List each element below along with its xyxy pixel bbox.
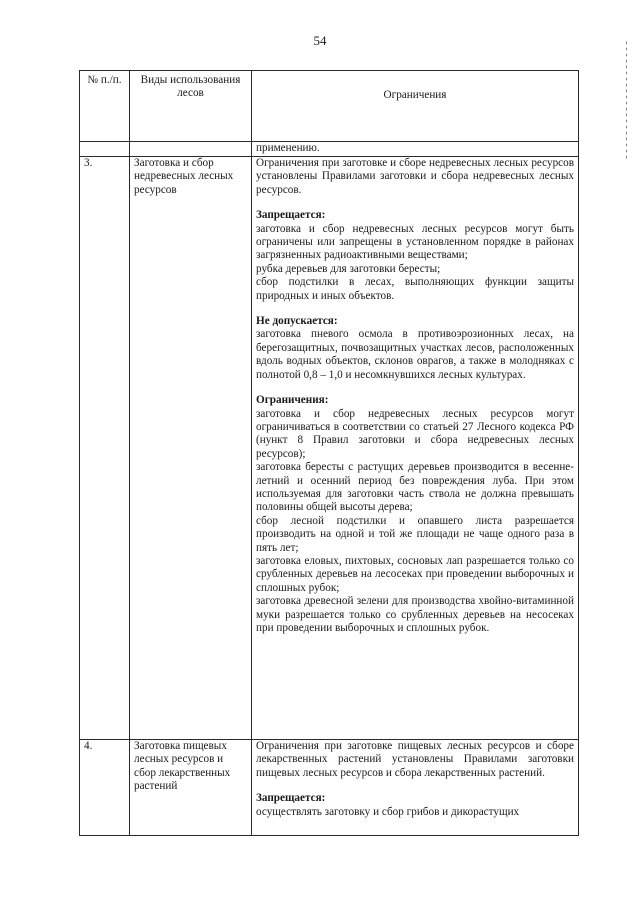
list-item: рубка деревьев для заготовки бересты; (256, 262, 441, 275)
page-number: 54 (313, 33, 327, 48)
section-heading: Ограничения: (256, 394, 329, 407)
header-restrictions: Ограничения (252, 71, 579, 142)
row-usage-type: Заготовка и сбор недревесных лесных ресурсов (130, 157, 252, 740)
row-restrictions (252, 157, 579, 740)
header-usage-type: Виды использования лесов (130, 71, 252, 142)
continuation-empty-2 (130, 142, 252, 157)
row-number: 4. (80, 740, 130, 836)
list-item: сбор подстилки в лесах, выполняющих функции защиты природных и иных объектов. (256, 276, 574, 302)
section-heading: Не допускается: (256, 315, 338, 328)
row-usage-type: Заготовка пищевых лесных ресурсов и сбор лекарственных растений (130, 740, 252, 836)
list-item: осуществлять заготовку и сбор грибов и дикорастущих (256, 805, 520, 818)
list-item: заготовка пневого осмола в противоэрозионных лесах, на берегозащитных, почвозащитных участках лесов, расположенных вдоль водных объектов, склонов оврагов, а также в молодняках с полнотой 0,8 – 1,0 и несомкнувшихся лесных культурах. (256, 328, 574, 381)
continuation-row (80, 142, 579, 157)
row-number: 3. (80, 157, 130, 740)
list-item: заготовка древесной зелени для производства хвойно-витаминной муки разрешается только со срубленных деревьев на несосеках при проведении выборочных и сплошных рубок. (256, 595, 574, 634)
list-item: сбор лесной подстилки и опавшего листа разрешается производить на одной и той же площади не чаще одного раза в пять лет; (256, 514, 574, 554)
table-header-row (80, 71, 579, 142)
margin-dots (625, 40, 628, 160)
row-restrictions (252, 740, 579, 836)
section-heading: Запрещается: (256, 209, 326, 222)
continuation-text: применению. (252, 142, 579, 157)
list-item: заготовка еловых, пихтовых, сосновых лап разрешается только со срубленных деревьев на лесосеках при проведении выборочных и сплошных рубок; (256, 554, 574, 594)
row-intro: Ограничения при заготовке и сборе недревесных лесных ресурсов установлены Правилами заготовки и сбора недревесных лесных ресурсов. (256, 157, 574, 196)
list-item: заготовка и сбор недревесных лесных ресурсов могут быть ограничены или запрещены в установленном порядке в районах загрязненных радиоактивными веществами; (256, 222, 574, 262)
table-row (80, 157, 579, 740)
continuation-empty-1 (80, 142, 130, 157)
table-row (80, 740, 579, 836)
header-number: № п./п. (80, 71, 130, 142)
section-heading: Запрещается: (256, 792, 326, 805)
list-item: заготовка бересты с растущих деревьев производится в весенне-летний и осенний период без повреждения луба. При этом используемая для заготовки часть ствола не должна превышать половины общей высоты дерева; (256, 461, 574, 514)
row-intro: Ограничения при заготовке пищевых лесных ресурсов и сборе лекарственных растений установлены Правилами заготовки пищевых лесных ресурсов и сбора лекарственных растений. (256, 740, 574, 779)
restrictions-table (79, 70, 579, 836)
list-item: заготовка и сбор недревесных лесных ресурсов могут ограничиваться в соответствии со статьей 27 Лесного кодекса РФ (нункт 8 Правил заготовки и сбора недревесных лесных ресурсов); (256, 407, 574, 460)
